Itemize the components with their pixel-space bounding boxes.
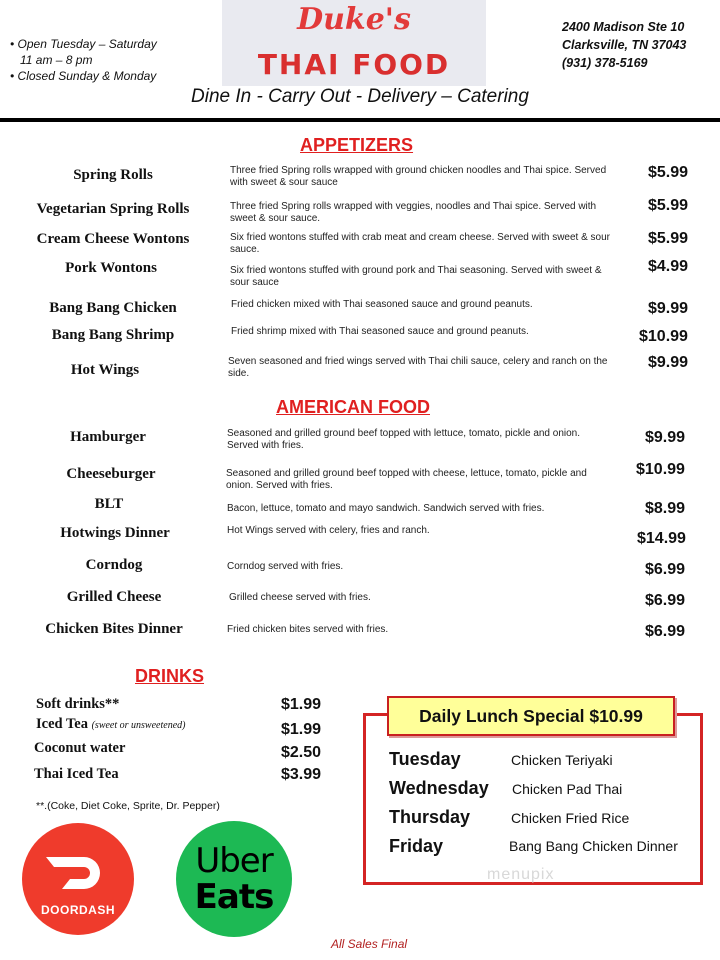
hours-block: [10, 36, 157, 84]
drink-price: $3.99: [281, 766, 322, 783]
drink-name: Soft drinks**: [36, 696, 120, 712]
menu-item-name: Chicken Bites Dinner: [45, 621, 183, 637]
menu-item-price: $6.99: [645, 592, 686, 609]
menu-item-name: Bang Bang Chicken: [49, 300, 177, 316]
menu-item-desc: Three fried Spring rolls wrapped with ground chicken noodles and Thai spice. Served with sweet & sour sauce: [230, 165, 607, 188]
watermark: menupix: [487, 866, 555, 883]
address-line: 2400 Madison Ste 10: [562, 20, 685, 34]
menu-item-name: Corndog: [85, 557, 143, 573]
lunch-special-banner: Daily Lunch Special $10.99: [387, 696, 675, 736]
hours-line: • Closed Sunday & Monday: [10, 69, 157, 83]
menu-item-price: $10.99: [639, 328, 688, 345]
drink-name: Thai Iced Tea: [34, 766, 119, 782]
all-sales-final: All Sales Final: [331, 937, 408, 951]
lunch-day: Thursday: [389, 807, 471, 827]
menu-item-price: $6.99: [645, 561, 686, 578]
tagline: Dine In - Carry Out - Delivery – Catering: [191, 86, 529, 107]
drink-name: Iced Tea (sweet or unsweetened): [36, 716, 186, 732]
menu-item-price: $14.99: [637, 530, 686, 547]
menu-item-price: $9.99: [648, 354, 689, 371]
menu-item-desc: Seasoned and grilled ground beef topped with lettuce, tomato, pickle and onion. Served with fries.: [227, 428, 581, 451]
menu-item-desc: Grilled cheese served with fries.: [229, 592, 371, 603]
menu-item-desc: Seven seasoned and fried wings served with Thai chili sauce, celery and ranch on the side.: [228, 356, 608, 379]
menu-item-desc: Three fried Spring rolls wrapped with veggies, noodles and Thai spice. Served with sweet & sour sauce.: [230, 201, 597, 224]
address-block: [562, 18, 686, 72]
drink-price: $1.99: [281, 696, 322, 713]
menu-item-desc: Hot Wings served with celery, fries and ranch.: [227, 525, 430, 536]
hours-line: 11 am – 8 pm: [20, 53, 93, 67]
menu-item-name: Hot Wings: [70, 362, 140, 378]
lunch-dish: Bang Bang Chicken Dinner: [509, 838, 678, 854]
drink-note: (sweet or unsweetened): [91, 720, 186, 731]
menu-item-desc: Six fried wontons stuffed with crab meat and cream cheese. Served with sweet & sour sauce.: [230, 232, 610, 255]
doordash-wordmark: DOORDASH: [40, 903, 115, 917]
drinks-footnote: **.(Coke, Diet Coke, Sprite, Dr. Pepper): [36, 800, 220, 812]
menu-item-desc: Corndog served with fries.: [227, 561, 344, 572]
lunch-day: Wednesday: [389, 778, 489, 798]
menu-item-name: Spring Rolls: [73, 167, 153, 183]
menu-item-price: $5.99: [648, 230, 689, 247]
lunch-dish: Chicken Fried Rice: [511, 810, 630, 826]
drinks-title: DRINKS: [135, 666, 205, 686]
address-line: Clarksville, TN 37043: [562, 38, 687, 52]
menu-item-name: BLT: [94, 496, 124, 512]
header-divider: [0, 118, 720, 122]
menu-item-desc: Bacon, lettuce, tomato and mayo sandwich. Sandwich served with fries.: [227, 503, 545, 514]
drink-price: $2.50: [281, 744, 322, 761]
menu-item-price: $8.99: [645, 500, 686, 517]
lunch-day: Tuesday: [389, 749, 461, 769]
menu-item-price: $6.99: [645, 623, 686, 640]
menu-item-price: $9.99: [645, 429, 686, 446]
eats-wordmark: Eats: [194, 877, 274, 917]
menu-item-name: Cheeseburger: [66, 466, 156, 482]
menu-item-name: Hamburger: [70, 429, 146, 445]
uber-wordmark: Uber: [195, 841, 273, 881]
menu-item-desc: Seasoned and grilled ground beef topped with cheese, lettuce, tomato, pickle and onion. Served with fries.: [226, 468, 587, 491]
menu-item-name: Grilled Cheese: [66, 589, 162, 605]
menu-item-name: Pork Wontons: [65, 260, 157, 276]
menu-item-name: Hotwings Dinner: [60, 525, 170, 541]
doordash-logo: [22, 823, 134, 935]
uber-eats-logo: [176, 821, 292, 937]
lunch-day: Friday: [389, 836, 444, 856]
menu-item-price: $5.99: [648, 164, 689, 181]
lunch-special-box: [363, 713, 703, 885]
american-food-title: AMERICAN FOOD: [276, 397, 430, 417]
menu-item-name: Bang Bang Shrimp: [51, 327, 175, 343]
logo-script-text: Duke's: [297, 2, 411, 37]
drink-price: $1.99: [281, 721, 322, 738]
logo-main-text: THAI FOOD: [257, 48, 451, 81]
hours-line: • Open Tuesday – Saturday: [10, 37, 157, 51]
menu-item-price: $5.99: [648, 197, 689, 214]
menu-item-price: $10.99: [636, 461, 685, 478]
menu-item-desc: Fried chicken mixed with Thai seasoned sauce and ground peanuts.: [231, 299, 533, 310]
menu-item-desc: Fried chicken bites served with fries.: [227, 624, 389, 635]
lunch-dish: Chicken Pad Thai: [512, 781, 623, 797]
menu-item-name: Cream Cheese Wontons: [36, 231, 190, 247]
menu-item-desc: Six fried wontons stuffed with ground pork and Thai seasoning. Served with sweet & sour sauce: [230, 265, 602, 288]
drink-name: Coconut water: [34, 740, 126, 756]
restaurant-logo: [222, 0, 486, 86]
menu-item-price: $9.99: [648, 300, 689, 317]
lunch-dish: Chicken Teriyaki: [511, 752, 613, 768]
menu-item-price: $4.99: [648, 258, 689, 275]
menu-item-name: Vegetarian Spring Rolls: [36, 201, 190, 217]
appetizers-title: APPETIZERS: [300, 135, 414, 155]
phone-number: (931) 378-5169: [562, 56, 648, 70]
menu-item-desc: Fried shrimp mixed with Thai seasoned sauce and ground peanuts.: [231, 326, 529, 337]
doordash-dash-icon: [44, 855, 112, 893]
